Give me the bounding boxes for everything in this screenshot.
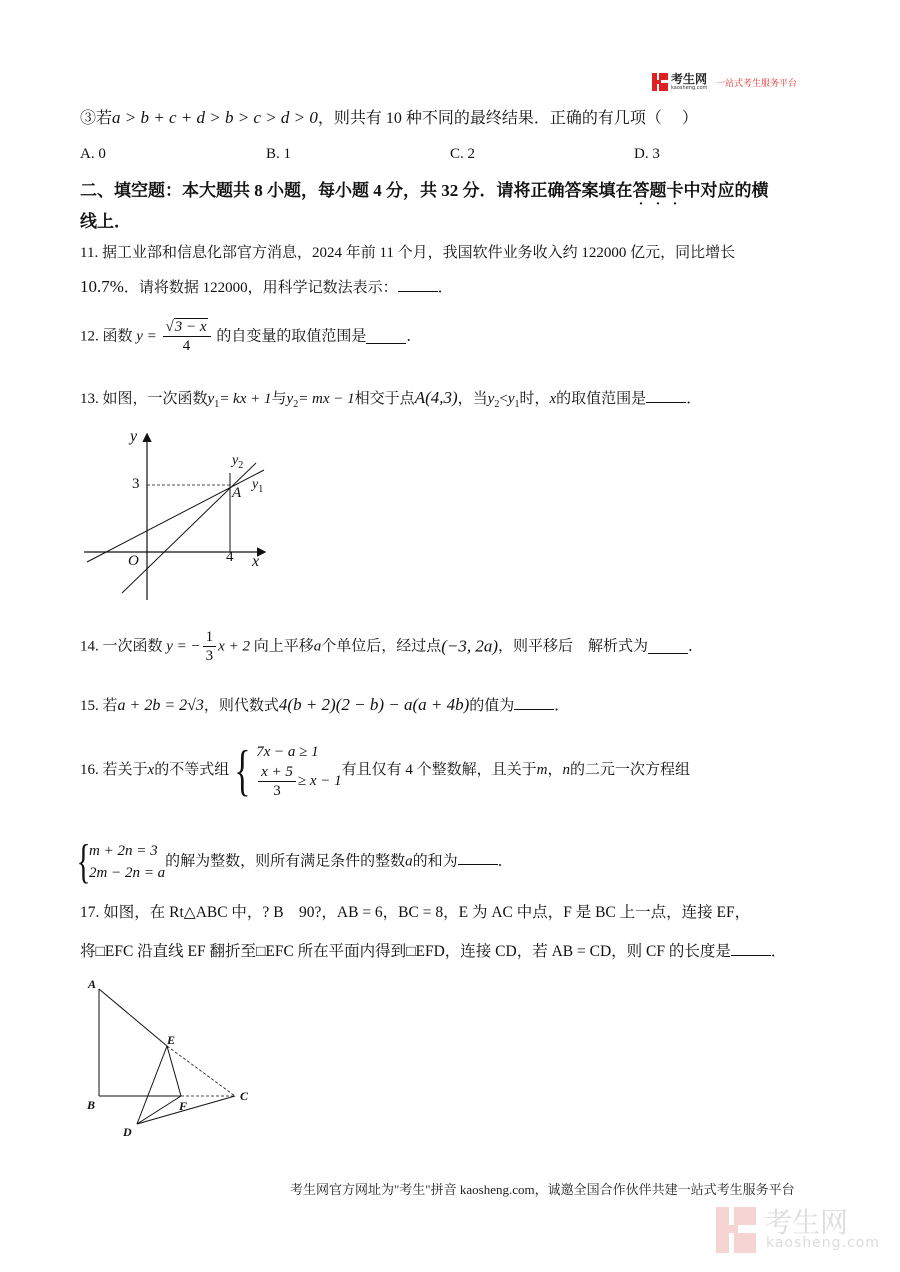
q14-text2: 个单位后，经过点 xyxy=(321,638,442,655)
q12-num: 12. 函数 xyxy=(80,328,133,345)
tick-y-3: 3 xyxy=(132,476,140,492)
q12-numerator: 3 − x xyxy=(174,319,207,335)
answer-blank[interactable] xyxy=(648,639,688,654)
y-axis-label: y xyxy=(130,428,138,445)
q11-end: ． xyxy=(437,280,453,296)
q13-y1: y xyxy=(207,391,215,407)
line-y1 xyxy=(87,470,264,562)
q10-text: ，则共有 10 种不同的最终结果．正确的有几项（ ） xyxy=(317,110,698,127)
watermark-logo-icon xyxy=(716,1207,756,1253)
watermark-name: 考生网 xyxy=(764,1206,849,1239)
q14-point: (−3, 2a) xyxy=(441,636,499,656)
q13-cond-b-sub: 1 xyxy=(514,399,520,410)
q15-text1: ，则代数式 xyxy=(203,698,279,714)
emphasis-char: 答 xyxy=(632,181,650,200)
segment-ae xyxy=(99,989,167,1046)
q16-end: ． xyxy=(497,853,513,870)
q15 xyxy=(80,695,569,716)
q13-figure xyxy=(80,425,280,605)
q16-text4: 的解为整数，则所有满足条件的整数 xyxy=(165,853,406,870)
q17-line1: 17. 如图，在 Rt△ABC 中，? B 90?，AB = 6，BC = 8，E 为 AC 中点，F 是 BC 上一点，连接 EF， xyxy=(80,904,751,921)
q14-text1: 向上平移 xyxy=(253,638,314,655)
line-y1-label-text: y xyxy=(252,477,259,492)
q16-equation-system xyxy=(89,840,165,884)
answer-blank[interactable] xyxy=(366,329,406,344)
q14 xyxy=(80,628,703,665)
logo-domain: kaosheng.com xyxy=(671,85,708,91)
q13-text4: 的取值范围是 xyxy=(556,391,647,407)
q16-m: m xyxy=(536,762,548,778)
q17-figure xyxy=(85,975,260,1145)
answer-blank[interactable] xyxy=(398,277,438,292)
q13-num: 13. 如图，一次函数 xyxy=(80,391,208,407)
q12-end: ． xyxy=(406,328,422,345)
q13-y2: y xyxy=(286,391,294,407)
q13-eq1: = kx + 1 xyxy=(219,391,272,407)
q16-ineq2-num: x + 5 xyxy=(258,763,296,782)
segment-fd xyxy=(137,1096,181,1124)
q12-fraction: $\frac{√3 - x}{4}$ xyxy=(163,318,211,355)
q11-percent: 10.7% xyxy=(80,277,124,296)
q13-cond-a-sub: 2 xyxy=(494,399,500,410)
q16-a: a xyxy=(405,853,413,870)
q14-num: 14. 一次函数 xyxy=(80,638,163,655)
x-axis-label: x xyxy=(252,553,260,570)
q13-y2-sub: 2 xyxy=(293,399,299,410)
q13-eq2: = mx − 1 xyxy=(298,391,355,407)
q14-lhs: y = − xyxy=(166,638,201,655)
q16-line2 xyxy=(76,834,513,888)
segment-ec-dashed xyxy=(167,1046,235,1096)
logo-mark-icon xyxy=(652,73,668,91)
label-f: F xyxy=(179,1099,188,1113)
q17-end: ． xyxy=(770,943,787,960)
q16-text5: 的和为 xyxy=(412,853,458,870)
q15-cond: a + 2b = 2√3 xyxy=(117,697,204,714)
q12-lhs: y = xyxy=(136,328,157,345)
q13-x: x xyxy=(549,391,557,407)
q13-text2: ，当 xyxy=(457,391,488,407)
footer-watermark xyxy=(716,1205,891,1255)
q10-option-c[interactable]: C. 2 xyxy=(450,146,476,162)
q16-eq2: 2m − 2n = a xyxy=(89,865,166,881)
line-y2-label xyxy=(232,453,243,471)
q11-line2 xyxy=(80,277,453,298)
q16-text3: 的二元一次方程组 xyxy=(570,762,691,778)
tick-x-4: 4 xyxy=(226,549,234,565)
label-a: A xyxy=(88,977,97,991)
line-y2 xyxy=(122,463,259,593)
q14-a: a xyxy=(313,638,322,655)
q13-and: 与 xyxy=(271,391,287,407)
answer-blank[interactable] xyxy=(646,388,686,403)
q15-text2: 的值为 xyxy=(469,698,515,714)
segment-ef xyxy=(167,1046,181,1096)
q14-rhs: x + 2 xyxy=(218,638,250,655)
line-y2-label-sub: 2 xyxy=(238,460,244,471)
q16-line1 xyxy=(80,737,690,803)
q16-inequality-system xyxy=(256,741,342,800)
line-y1-label xyxy=(252,477,263,495)
q13-y1-sub: 1 xyxy=(214,399,220,410)
q16-ineq2-rhs: ≥ x − 1 xyxy=(297,773,342,789)
q10-statement-3 xyxy=(80,108,698,129)
answer-blank[interactable] xyxy=(514,695,554,710)
q16-ineq2-fraction xyxy=(258,763,296,800)
q13-graph xyxy=(80,425,280,605)
line-y1-label-sub: 1 xyxy=(258,484,264,495)
q14-fraction xyxy=(203,628,217,665)
emphasis-char: 卡 xyxy=(666,181,684,200)
answer-blank[interactable] xyxy=(731,941,771,956)
q15-expr: 4(b + 2)(2 − b) − a(a + 4b) xyxy=(278,695,470,714)
label-d: D xyxy=(123,1125,132,1139)
q13-text1: 相交于点 xyxy=(354,391,415,407)
q13-end: ． xyxy=(686,391,702,407)
point-a-label: A xyxy=(232,485,242,501)
q16-ineq1: 7x − a ≥ 1 xyxy=(256,744,319,761)
header-slogan: 一站式考生服务平台 xyxy=(716,79,798,89)
q15-num: 15. 若 xyxy=(80,698,118,714)
logo-name: 考生网 xyxy=(671,72,708,86)
q13-cond-b: y xyxy=(507,391,515,407)
section-title-part2: 中对应的横 xyxy=(683,181,769,200)
q12-text: 的自变量的取值范围是 xyxy=(216,328,367,345)
label-e: E xyxy=(167,1033,176,1047)
label-c: C xyxy=(240,1089,249,1103)
q16-num: 16. 若关于 xyxy=(80,762,148,778)
q13-cond-a: y xyxy=(487,391,495,407)
q17-line2 xyxy=(80,941,786,962)
watermark-domain: kaosheng.com xyxy=(766,1235,880,1251)
q11-text: ．请将数据 122000，用科学记数法表示： xyxy=(123,280,398,296)
q12-denominator: 4 xyxy=(182,338,191,354)
answer-blank[interactable] xyxy=(458,850,498,865)
q14-frac-den: 3 xyxy=(205,648,214,664)
origin-label: O xyxy=(128,553,139,569)
brace-icon: { xyxy=(76,835,91,888)
q16-ineq2-den: 3 xyxy=(273,783,281,800)
line-y2-label-text: y xyxy=(232,453,239,468)
q16-x: x xyxy=(147,762,155,778)
q15-end: ． xyxy=(554,698,570,714)
q13-text3: 时， xyxy=(519,391,550,407)
q14-end: ． xyxy=(688,638,704,655)
header-logo xyxy=(652,72,822,94)
brace-icon: { xyxy=(234,739,251,802)
q14-frac-num: 1 xyxy=(203,628,217,647)
section-title xyxy=(80,181,769,201)
q10-option-b[interactable]: B. 1 xyxy=(266,146,292,162)
q10-expr: a > b + c + d > b > c > d > 0 xyxy=(112,108,318,127)
q10-prefix: ③若 xyxy=(80,110,113,127)
q16-text2: 有且仅有 4 个整数解，且关于 xyxy=(341,762,537,778)
q13-point: A(4,3) xyxy=(414,388,458,407)
section-title-part1: 二、填空题：本大题共 8 小题，每小题 4 分，共 32 分．请将正确答案填在 xyxy=(80,181,633,200)
q11-line1: 11. 据工业部和信息化部官方消息，2024 年前 11 个月，我国软件业务收入约 122000 亿元，同比增长 xyxy=(80,245,736,261)
emphasis-char: 题 xyxy=(649,181,667,200)
q17-triangle-diagram xyxy=(85,975,260,1145)
q13-cond-op: < xyxy=(499,391,508,407)
q17-text: 将□EFC 沿直线 EF 翻折至□EFC 所在平面内得到□EFD，连接 CD，若 AB = CD，则 CF 的长度是 xyxy=(80,943,731,960)
q10-option-a[interactable]: A. 0 xyxy=(80,146,106,162)
q13 xyxy=(80,388,701,415)
q10-option-d[interactable]: D. 3 xyxy=(634,146,660,162)
footer-text: 考生网官方网址为"考生"拼音 kaosheng.com，诚邀全国合作伙伴共建一站式考生服务平台 xyxy=(290,1182,795,1197)
section-title-line2: 线上． xyxy=(80,212,131,231)
q16-text1: 的不等式组 xyxy=(154,762,230,778)
q14-text3: ，则平移后 解析式为 xyxy=(498,638,649,655)
segment-ed xyxy=(137,1046,167,1124)
q16-eq1: m + 2n = 3 xyxy=(89,843,158,859)
label-b: B xyxy=(87,1098,96,1112)
q16-n: n xyxy=(562,762,571,778)
q16-comma: ， xyxy=(547,762,563,778)
q12 xyxy=(80,318,421,355)
